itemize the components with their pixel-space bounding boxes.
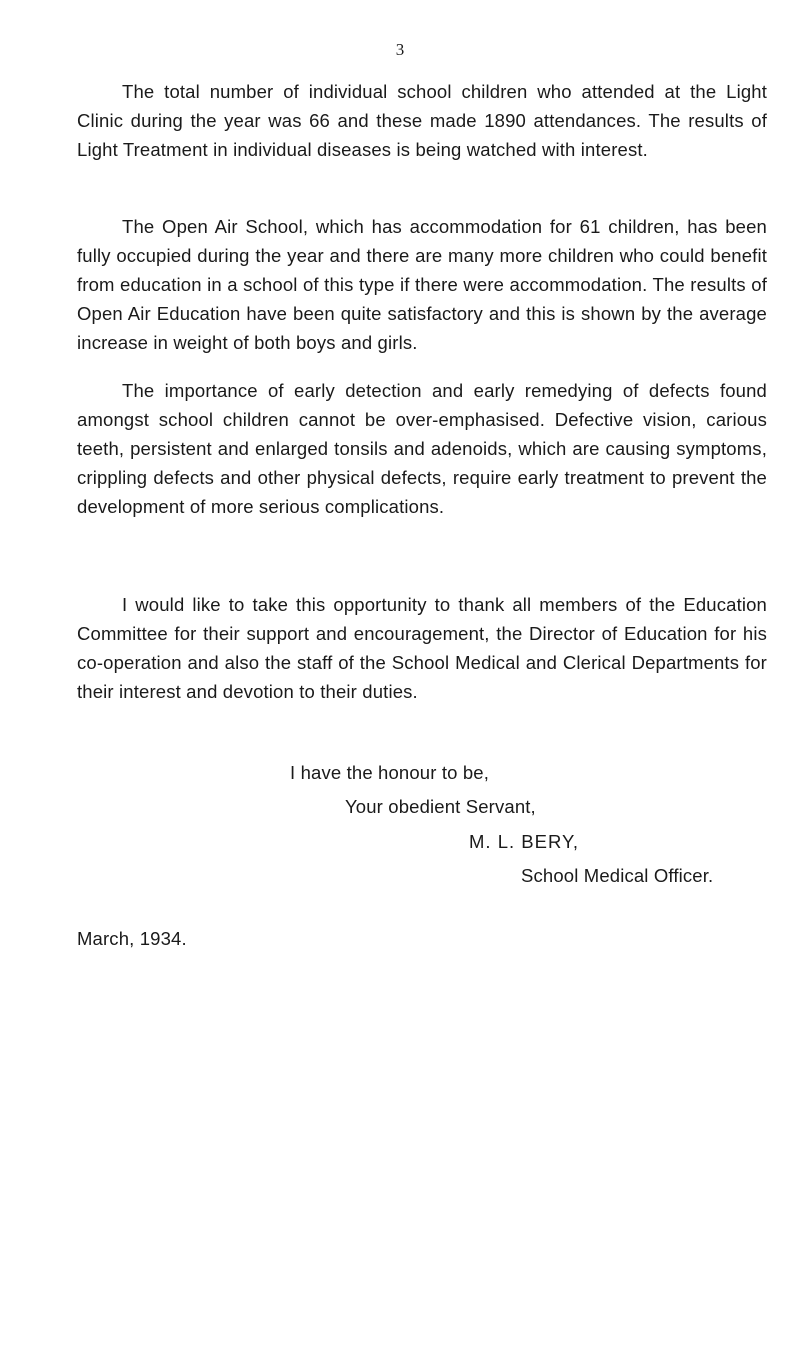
paragraph-text: The total number of individual school children who attended at the Light Clinic during the year was 66 and these made 1890 attendances. The results of Light Treatment in individual diseases is being watched with interest. xyxy=(77,81,767,160)
signature-title: School Medical Officer. xyxy=(521,865,714,886)
signature-name: M. L. BERY, xyxy=(469,831,580,852)
document-date: March, 1934. xyxy=(77,928,187,949)
paragraph-text: The importance of early detection and early remedying of defects found amongst school children cannot be over-emphasised. Defective vision, carious teeth, persistent and enlarged tonsils and adenoids, which are causing symptoms, crippling defects and other physical defects, require early treatment to prevent the development of more serious complications. xyxy=(77,380,767,517)
paragraph-text: The Open Air School, which has accommodation for 61 children, has been fully occupied during the year and there are many more children who could benefit from education in a school of this type if there were accommodation. The results of Open Air Education have been quite satisfactory and this is shown by the average increase in weight of both boys and girls. xyxy=(77,216,767,353)
paragraph-thanks xyxy=(77,590,767,706)
signature-closing: I have the honour to be, xyxy=(290,762,490,783)
paragraph-early-detection xyxy=(77,376,767,521)
paragraph-text: I would like to take this opportunity to thank all members of the Education Committee for their support and encouragement, the Director of Education for his co-operation and also the staff of the School Medical and Clerical Departments for their interest and devotion to their duties. xyxy=(77,594,767,702)
paragraph-open-air-school xyxy=(77,212,767,357)
page-number: 3 xyxy=(395,40,405,59)
signature-obedient: Your obedient Servant, xyxy=(345,796,536,817)
paragraph-light-clinic xyxy=(77,77,767,164)
